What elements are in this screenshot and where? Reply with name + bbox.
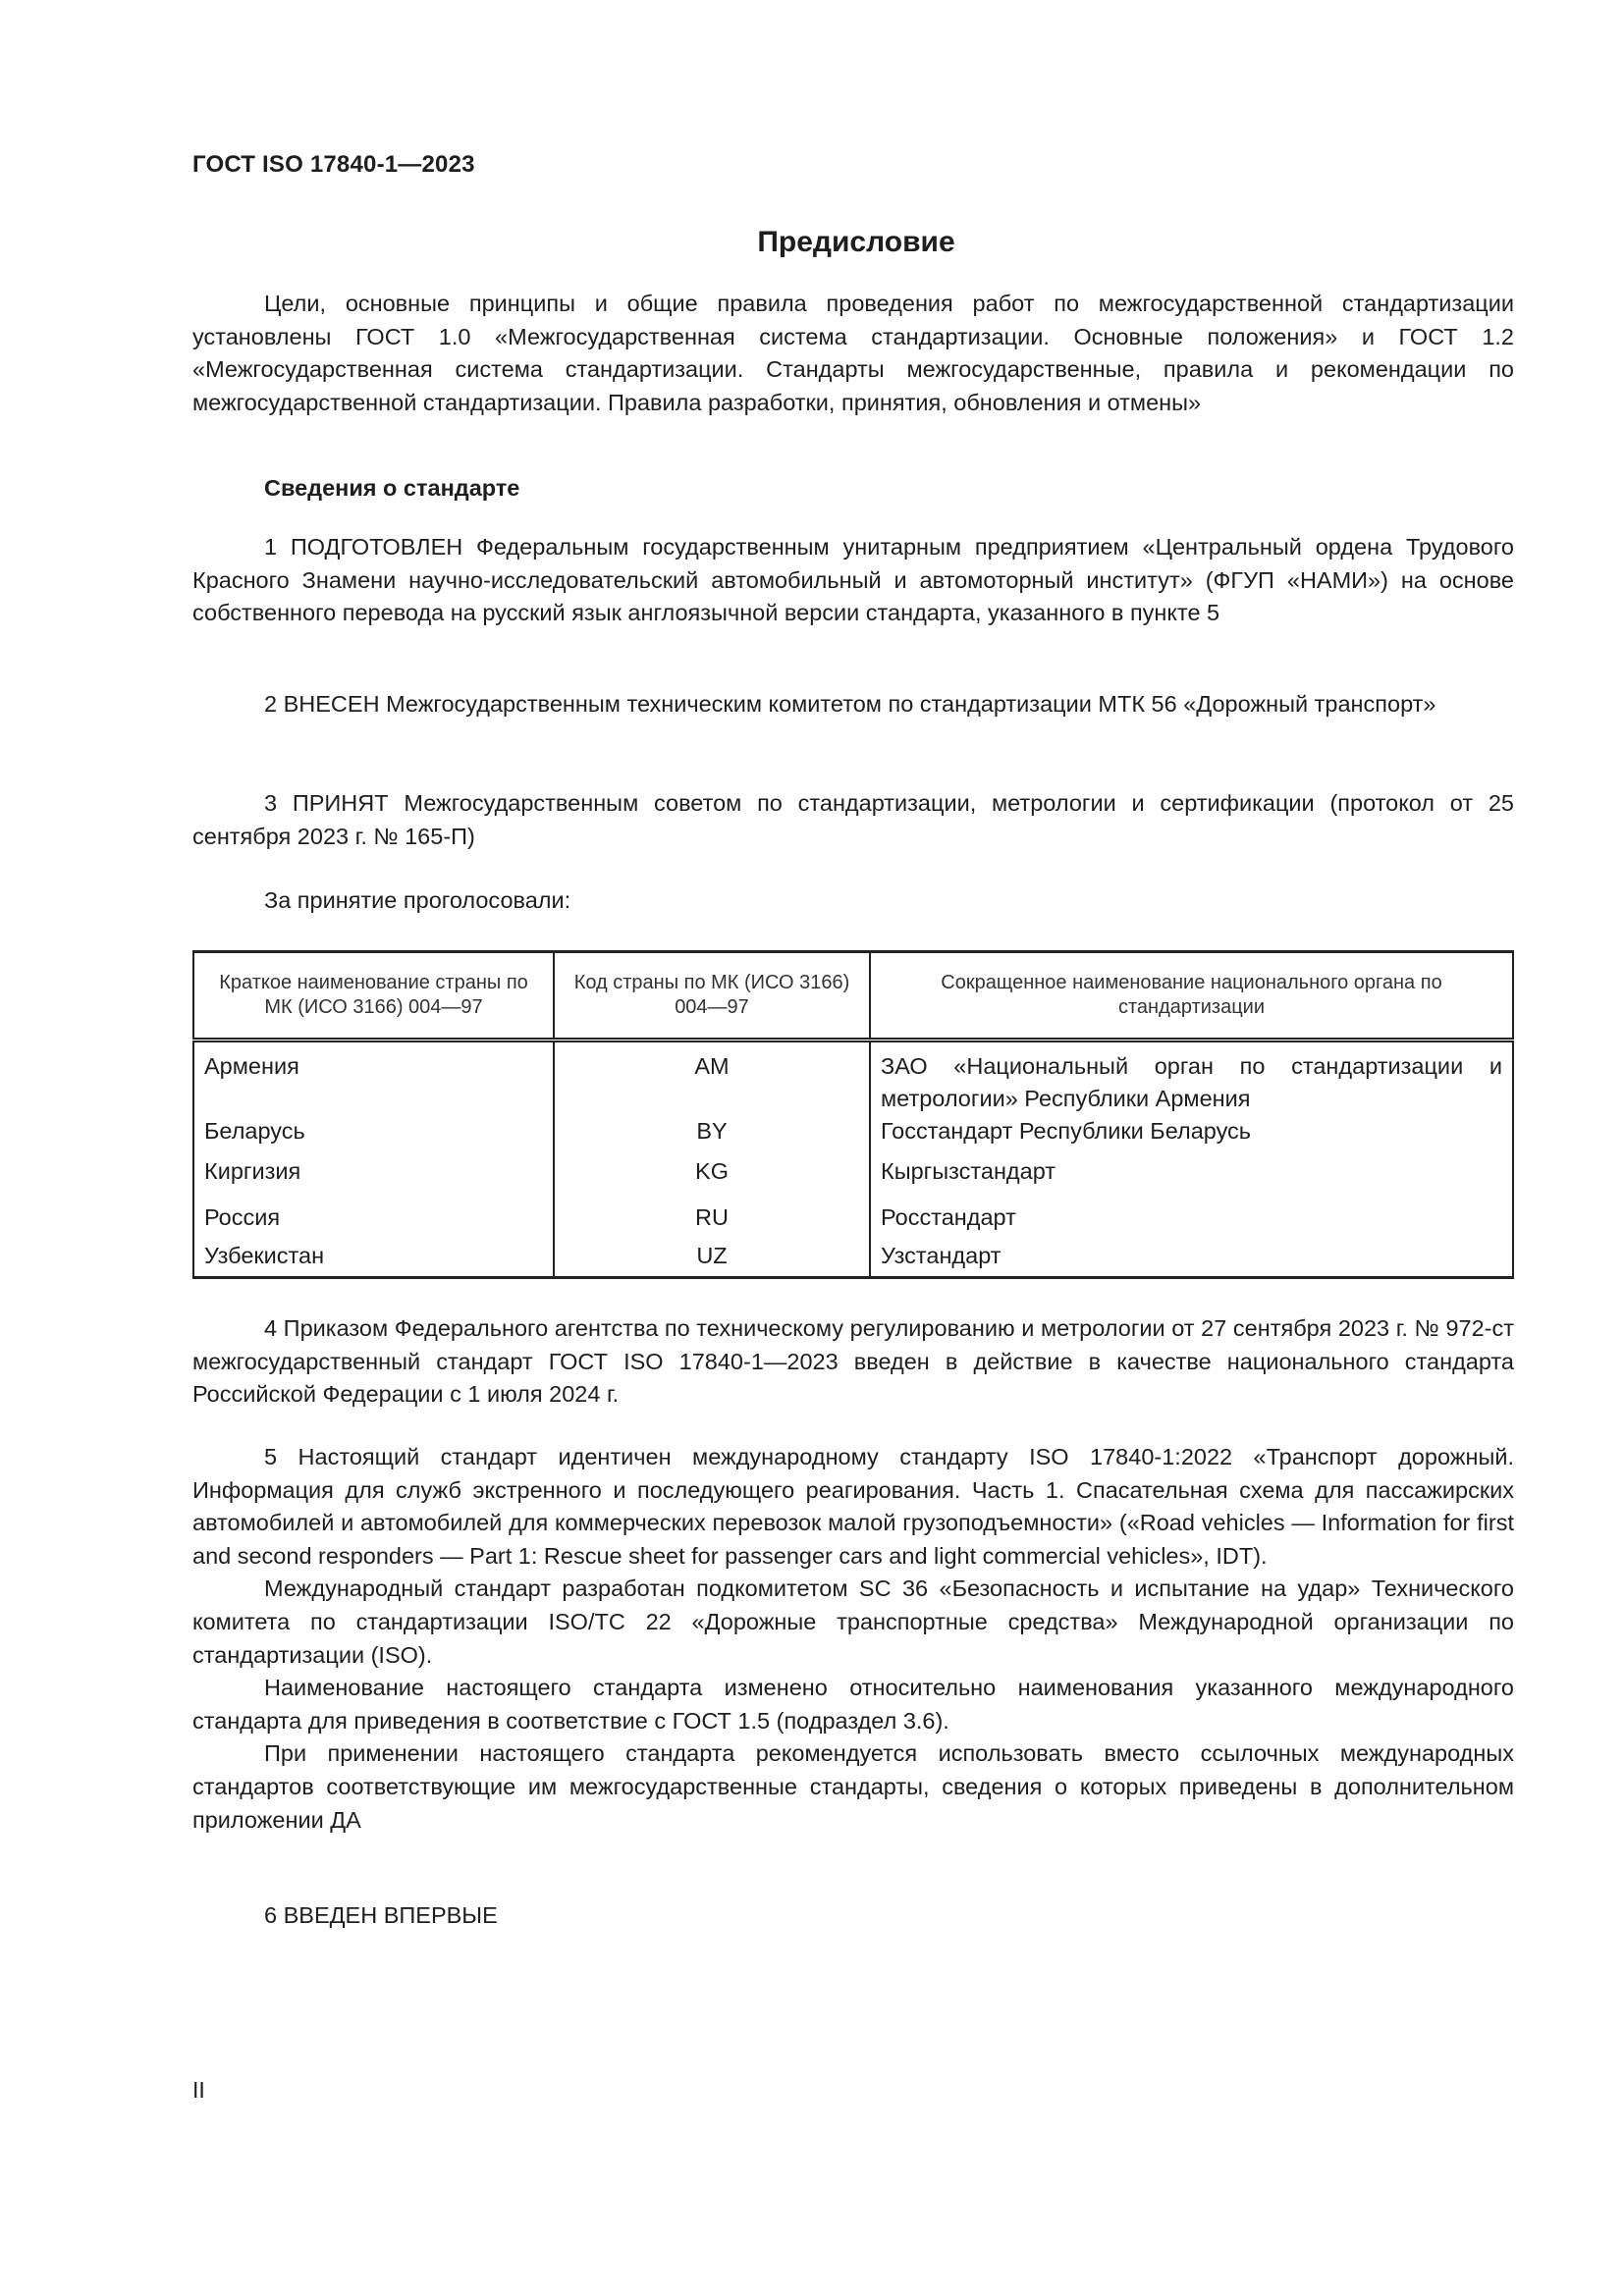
document-code-header: ГОСТ ISO 17840-1—2023 <box>192 151 475 178</box>
standards-body: Госстандарт Республики Беларусь <box>870 1115 1513 1155</box>
item-1-text: 1 ПОДГОТОВЛЕН Федеральным государственным унитарным предприятием «Центральный ордена Трудового Красного Знамени научно-исследовательский автомобильный и автомоторный институт» (ФГУП «НАМИ») на основе собственного перевода на русский язык англоязычной версии стандарта, указанного в пункте 5 <box>192 534 1514 626</box>
item-3 <box>192 787 1514 853</box>
country-code: BY <box>554 1115 870 1155</box>
table-row <box>193 1115 1513 1155</box>
country-code: KG <box>554 1155 870 1201</box>
item-4 <box>192 1312 1514 1412</box>
page-title: Предисловие <box>757 226 955 258</box>
table-header-row <box>193 952 1513 1041</box>
item-2 <box>192 688 1514 721</box>
country-name: Армения <box>193 1041 554 1116</box>
page-number: II <box>192 2077 205 2103</box>
table-row <box>193 1240 1513 1277</box>
column-header-country-name: Краткое наименование страны по МК (ИСО 3166) 004—97 <box>193 952 554 1041</box>
voted-label-text: За принятие проголосовали: <box>264 887 571 913</box>
item-1 <box>192 531 1514 630</box>
country-name: Россия <box>193 1201 554 1240</box>
item-5-references-text: При применении настоящего стандарта рекомендуется использовать вместо ссылочных международных стандартов соответствующие им межгосударственные стандарты, сведения о которых приведены в дополнительном приложении ДА <box>192 1740 1514 1833</box>
intro-paragraph <box>192 288 1514 419</box>
item-6 <box>192 1899 1514 1933</box>
standards-body: ЗАО «Национальный орган по стандартизации и метрологии» Республики Армения <box>870 1041 1513 1116</box>
country-code: RU <box>554 1201 870 1240</box>
country-name: Беларусь <box>193 1115 554 1155</box>
item-6-text: 6 ВВЕДЕН ВПЕРВЫЕ <box>264 1902 498 1928</box>
item-5-committee-text: Международный стандарт разработан подкомитетом SC 36 «Безопасность и испытание на удар» Технического комитета по стандартизации ISO/TC 22 «Дорожные транспортные средства» Международной организации по стандартизации (ISO). <box>192 1575 1514 1668</box>
intro-text: Цели, основные принципы и общие правила проведения работ по межгосударственной стандартизации установлены ГОСТ 1.0 «Межгосударственная система стандартизации. Основные положения» и ГОСТ 1.2 «Межгосударственная система стандартизации. Стандарты межгосударственные, правила и рекомендации по межгосударственной стандартизации. Правила разработки, принятия, обновления и отмены» <box>192 291 1514 415</box>
country-code: UZ <box>554 1240 870 1277</box>
standards-body: Кыргызстандарт <box>870 1155 1513 1201</box>
country-code: AM <box>554 1041 870 1116</box>
item-5-text: 5 Настоящий стандарт идентичен международному стандарту ISO 17840-1:2022 «Транспорт дорожный. Информация для служб экстренного и последующего реагирования. Часть 1. Спасательная схема для пассажирских автомобилей и автомобилей для коммерческих перевозок малой грузоподъемности» («Road vehicles — Information for first and second responders — Part 1: Rescue sheet for passenger cars and light commercial vehicles», IDT). <box>192 1444 1514 1569</box>
country-name: Киргизия <box>193 1155 554 1201</box>
table-row <box>193 1201 1513 1240</box>
country-name: Узбекистан <box>193 1240 554 1277</box>
voting-countries-table <box>192 950 1514 1279</box>
table-row <box>193 1041 1513 1116</box>
section-heading: Сведения о стандарте <box>264 475 520 501</box>
standards-body: Росстандарт <box>870 1201 1513 1240</box>
item-4-text: 4 Приказом Федерального агентства по техническому регулированию и метрологии от 27 сентября 2023 г. № 972-ст межгосударственный стандарт ГОСТ ISO 17840-1—2023 введен в действие в качестве национального стандарта Российской Федерации с 1 июля 2024 г. <box>192 1315 1514 1408</box>
column-header-standards-body: Сокращенное наименование национального органа по стандартизации <box>870 952 1513 1041</box>
item-2-text: 2 ВНЕСЕН Межгосударственным техническим комитетом по стандартизации МТК 56 «Дорожный транспорт» <box>264 691 1436 717</box>
voted-label <box>192 884 1514 918</box>
standards-body: Узстандарт <box>870 1240 1513 1277</box>
item-3-text: 3 ПРИНЯТ Межгосударственным советом по стандартизации, метрологии и сертификации (протокол от 25 сентября 2023 г. № 165-П) <box>192 790 1514 849</box>
item-5 <box>192 1441 1514 1837</box>
table-row <box>193 1155 1513 1201</box>
column-header-country-code: Код страны по МК (ИСО 3166) 004—97 <box>554 952 870 1041</box>
item-5-title-change-text: Наименование настоящего стандарта изменено относительно наименования указанного международного стандарта для приведения в соответствие с ГОСТ 1.5 (подраздел 3.6). <box>192 1675 1514 1734</box>
